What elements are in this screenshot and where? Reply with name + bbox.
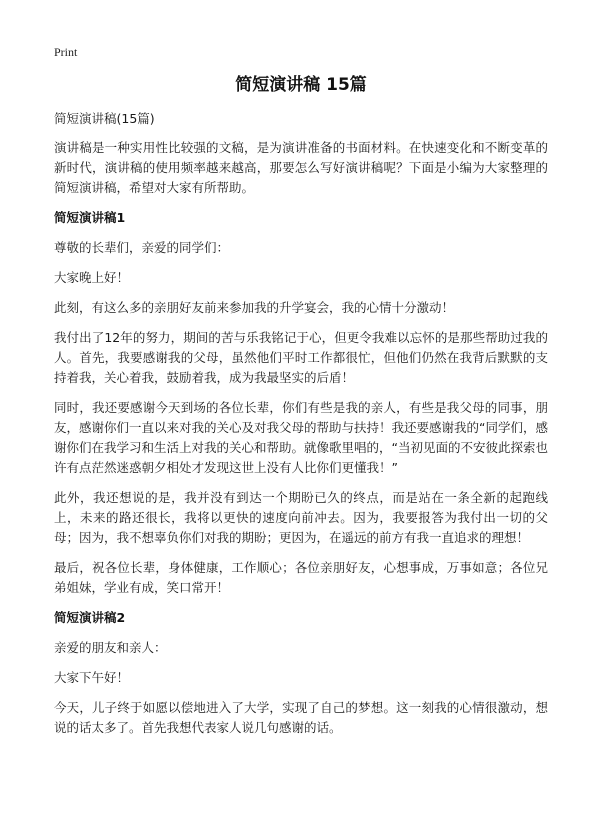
paragraph: 大家下午好！ <box>54 670 130 685</box>
section-heading: 简短演讲稿1 <box>54 210 126 225</box>
paragraph: 此外，我还想说的是，我并没有到达一个期盼已久的终点，而是站在一条全新的起跑线上，未来的路还很长，我将以更快的速度向前冲去。因为，我要报答为我付出一切的父母；因为，我不想辜负你们对我的期盼；更因为，在遥远的前方有我一直追求的理想！ <box>54 490 548 545</box>
intro-paragraph: 演讲稿是一种实用性比较强的文稿，是为演讲准备的书面材料。在快速变化和不断变革的新时代，演讲稿的使用频率越来越高，那要怎么写好演讲稿呢？下面是小编为大家整理的简短演讲稿，希望对大家有所帮助。 <box>54 140 548 195</box>
paragraph: 大家晚上好！ <box>54 270 130 285</box>
paragraph: 尊敬的长辈们，亲爱的同学们： <box>54 240 230 255</box>
section-heading: 简短演讲稿2 <box>54 610 126 625</box>
paragraph: 我付出了12年的努力，期间的苦与乐我铭记于心，但更令我难以忘怀的是那些帮助过我的人。首先，我要感谢我的父母，虽然他们平时工作都很忙，但他们仍然在我背后默默的支持着我，关心着我，鼓励着我，成为我最坚实的后盾！ <box>54 330 548 385</box>
print-link[interactable]: Print <box>54 45 78 59</box>
section-2 <box>54 608 548 738</box>
paragraph: 此刻，有这么多的亲朋好友前来参加我的升学宴会，我的心情十分激动！ <box>54 300 455 315</box>
document-subtitle: 简短演讲稿(15篇) <box>54 111 155 126</box>
paragraph: 今天，儿子终于如愿以偿地进入了大学，实现了自己的梦想。这一刻我的心情很激动，想说的话太多了。首先我想代表家人说几句感谢的话。 <box>54 700 548 735</box>
paragraph: 最后，祝各位长辈，身体健康，工作顺心；各位亲朋好友，心想事成，万事如意；各位兄弟姐妹，学业有成，笑口常开！ <box>54 560 548 595</box>
paragraph: 同时，我还要感谢今天到场的各位长辈，你们有些是我的亲人，有些是我父母的同事，朋友，感谢你们一直以来对我的关心及对我父母的帮助与扶持！我还要感谢我的“同学们，感谢你们在我学习和生活上对我的关心和帮助。就像歌里唱的，“当初见面的不安彼此探索也许有点茫然迷惑朝夕相处才发现这世上没有人比你们更懂我！” <box>54 400 548 475</box>
page-title: 简短演讲稿 15篇 <box>235 75 367 95</box>
paragraph: 亲爱的朋友和亲人： <box>54 640 167 655</box>
section-1 <box>54 208 548 598</box>
